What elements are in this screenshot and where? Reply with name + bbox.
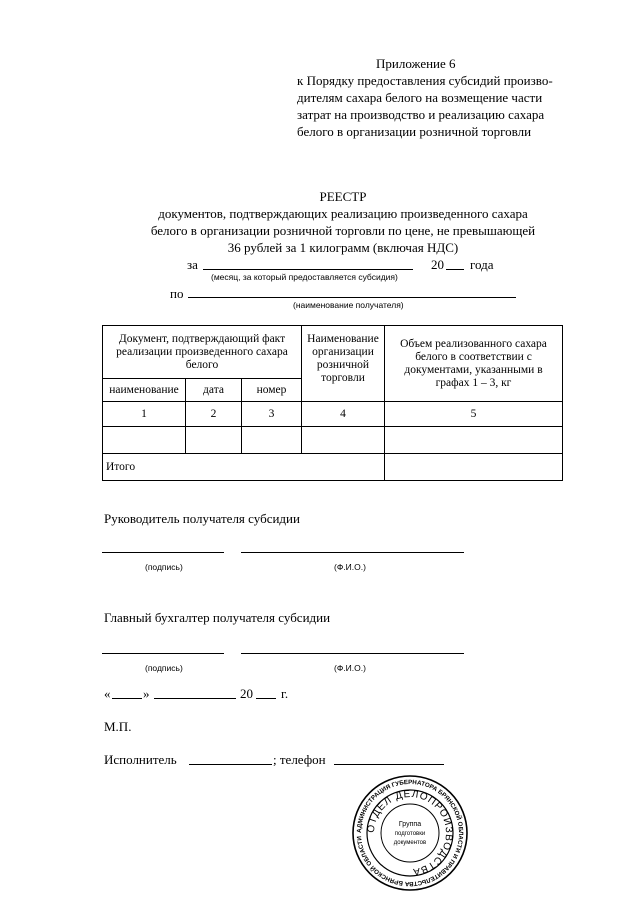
period-year-suffix: года xyxy=(470,257,494,272)
executor-label: Исполнитель xyxy=(104,752,177,767)
period-year-field[interactable] xyxy=(446,269,464,270)
date-close-quote: » xyxy=(143,686,150,701)
doc-group-header-text: Документ, подтверждающий факт реализации произведенного сахара белого xyxy=(116,332,288,371)
org-column-header-text: Наименование организации розничной торговли xyxy=(307,333,379,384)
appendix-line: к Порядку предоставления субсидий произво- xyxy=(297,73,553,88)
name-column-header: наименование xyxy=(103,379,186,402)
period-prefix: за xyxy=(187,257,198,272)
period-month-field[interactable] xyxy=(203,269,413,270)
head-signature-title: Руководитель получателя субсидии xyxy=(104,511,300,526)
table-cell[interactable] xyxy=(385,427,563,454)
column-number: 4 xyxy=(302,402,385,427)
appendix-line: дителям сахара белого на возмещение части xyxy=(297,90,543,105)
recipient-caption: (наименование получателя) xyxy=(293,300,404,310)
period-caption: (месяц, за который предоставляется субсидия) xyxy=(211,272,398,282)
stamp-inner-text: ОТДЕЛ ДЕЛОПРОИЗВОДСТВА xyxy=(365,788,455,878)
registry-subtitle: белого в организации розничной торговли по цене, не превышающей xyxy=(150,223,536,238)
appendix-line: белого в организации розничной торговли xyxy=(297,124,532,139)
accountant-signature-field[interactable] xyxy=(102,653,224,654)
date-day-field[interactable] xyxy=(112,698,142,699)
accountant-signature-title: Главный бухгалтер получателя субсидии xyxy=(104,610,331,625)
appendix-line: затрат на производство и реализацию сахара xyxy=(297,107,545,122)
accountant-sign-caption: (подпись) xyxy=(145,663,183,673)
accountant-name-caption: (Ф.И.О.) xyxy=(334,663,366,673)
phone-field[interactable] xyxy=(334,764,444,765)
stamp-center-line: подготовки xyxy=(394,831,426,837)
number-column-header: номер xyxy=(242,379,302,402)
recipient-prefix: по xyxy=(170,286,184,301)
seal-place-label: М.П. xyxy=(104,719,132,734)
date-year-suffix: г. xyxy=(281,686,289,701)
column-number: 2 xyxy=(186,402,242,427)
stamp-center-line: документов xyxy=(393,840,427,846)
office-stamp xyxy=(350,773,470,893)
executor-field[interactable] xyxy=(189,764,272,765)
stamp-outer-text: АДМИНИСТРАЦИЯ ГУБЕРНАТОРА БРЯНСКОЙ ОБЛАСТИ И ПРАВИТЕЛЬСТВА БРЯНСКОЙ ОБЛАСТИ xyxy=(355,778,465,888)
table-cell[interactable] xyxy=(103,427,186,454)
table-cell[interactable] xyxy=(186,427,242,454)
date-year-field[interactable] xyxy=(256,698,276,699)
registry-title: РЕЕСТР xyxy=(319,189,367,204)
head-sign-caption: (подпись) xyxy=(145,562,183,572)
column-number: 3 xyxy=(242,402,302,427)
head-signature-field[interactable] xyxy=(102,552,224,553)
total-cell[interactable] xyxy=(385,454,563,481)
registry-subtitle: 36 рублей за 1 килограмм (включая НДС) xyxy=(227,240,459,255)
date-column-header: дата xyxy=(186,379,242,402)
total-row xyxy=(103,454,563,481)
stamp-center-line: Группа xyxy=(398,821,422,828)
column-number: 5 xyxy=(385,402,563,427)
phone-label: ; телефон xyxy=(273,752,326,767)
head-name-caption: (Ф.И.О.) xyxy=(334,562,366,572)
table-cell[interactable] xyxy=(302,427,385,454)
volume-column-header-text: Объем реализованного сахара белого в соответствии с документами, указанными в графах 1 – 3, кг xyxy=(400,337,547,389)
period-year-prefix: 20 xyxy=(431,257,444,272)
registry-table xyxy=(102,325,563,481)
registry-subtitle: документов, подтверждающих реализацию произведенного сахара xyxy=(158,206,528,221)
volume-column-header xyxy=(385,326,563,402)
table-cell[interactable] xyxy=(242,427,302,454)
org-column-header xyxy=(302,326,385,402)
date-year-prefix: 20 xyxy=(240,686,253,701)
date-month-field[interactable] xyxy=(154,698,236,699)
table-row xyxy=(103,427,563,454)
total-label: Итого xyxy=(103,454,385,481)
doc-group-header xyxy=(103,326,302,379)
accountant-name-field[interactable] xyxy=(241,653,464,654)
appendix-title: Приложение 6 xyxy=(376,56,456,71)
recipient-field[interactable] xyxy=(188,297,516,298)
date-open-quote: « xyxy=(104,686,111,701)
head-name-field[interactable] xyxy=(241,552,464,553)
column-number: 1 xyxy=(103,402,186,427)
